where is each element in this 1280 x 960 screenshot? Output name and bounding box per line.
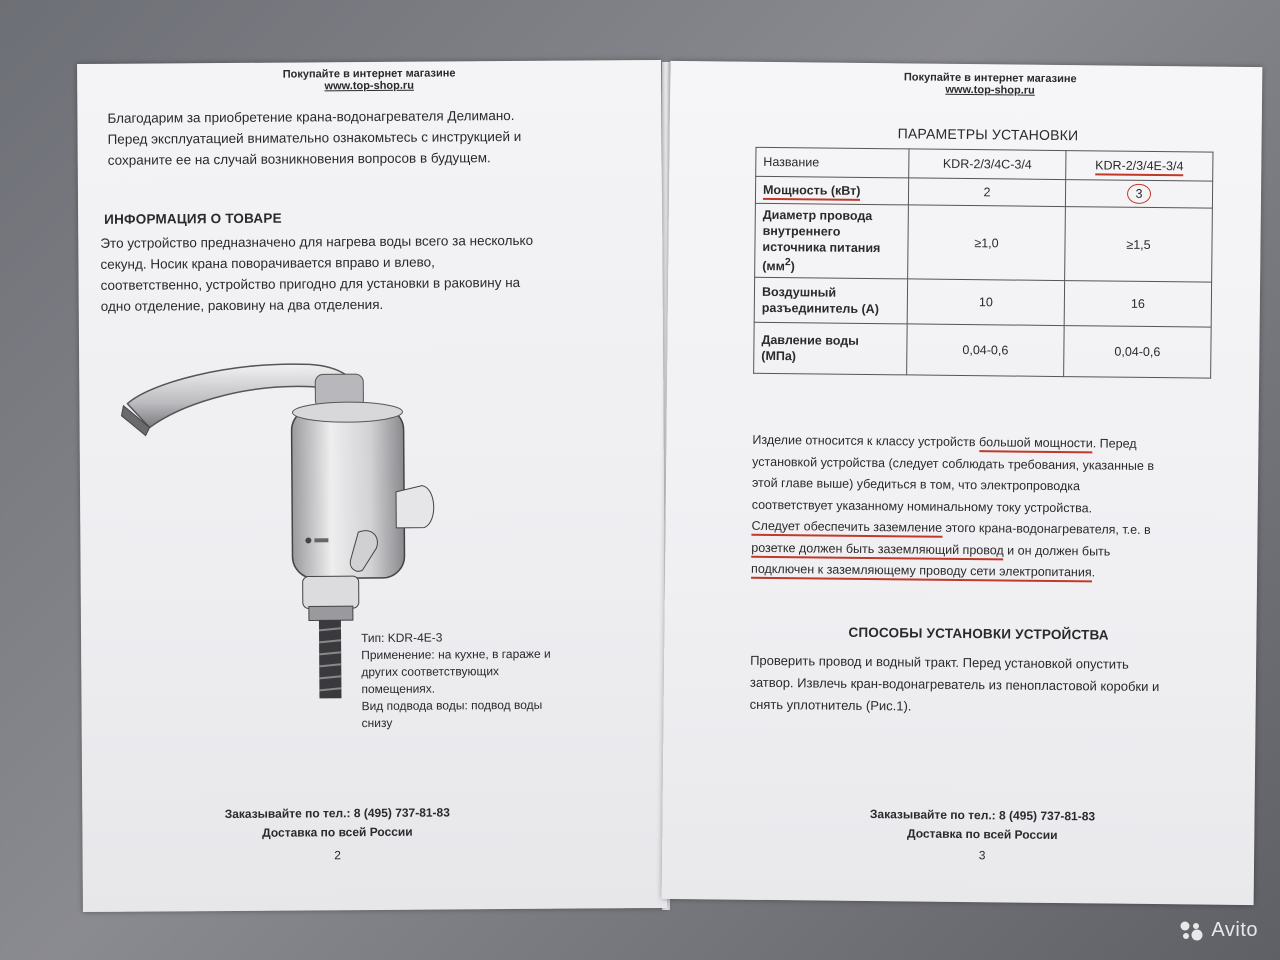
notes-underlined: Следует обеспечить заземление [751, 519, 942, 538]
intro-paragraph [107, 105, 521, 171]
intro-line: сохраните ее на случай возникновения вопросов в будущем. [107, 150, 491, 168]
table-header-col-b [1066, 151, 1213, 182]
info-line: секунд. Носик крана поворачивается вправо и влево, [100, 254, 435, 272]
row-wire-a: ≥1,0 [908, 205, 1066, 281]
label-sup: 2 [784, 257, 791, 269]
notes-underlined: большой мощности [979, 435, 1093, 453]
right-header [670, 69, 1280, 100]
label-line: источника питания [762, 239, 881, 256]
row-power-b [1065, 180, 1212, 209]
row-pressure-label [754, 322, 908, 375]
install-line: затвор. Извлечь кран-водонагреватель из пенопластовой коробки и [749, 674, 1160, 695]
avito-text: Avito [1211, 919, 1258, 941]
right-footer-delivery: Доставка по всей России [906, 826, 1058, 843]
intro-line: Благодарим за приобретение крана-водонагревателя Делимано. [107, 107, 515, 126]
label-line: внутреннего [762, 223, 841, 239]
install-line: снять уплотнитель (Рис.1). [749, 696, 912, 714]
info-heading: ИНФОРМАЦИЯ О ТОВАРЕ [104, 210, 282, 227]
left-header-url[interactable]: www.top-shop.ru [324, 79, 414, 93]
notes-line: соответствует указанному номинальному току устройства. [751, 497, 1093, 515]
row-breaker-label [754, 277, 907, 324]
notes-line: этой главе выше) убедиться в том, что электропроводка [751, 475, 1081, 494]
table-header-name: Название [756, 147, 909, 178]
row-power-a: 2 [908, 178, 1065, 207]
notes-underlined: подключен к заземляющему проводу сети электропитания [751, 562, 1092, 583]
row-pressure-a: 0,04-0,6 [907, 324, 1065, 377]
right-header-url[interactable]: www.top-shop.ru [945, 83, 1035, 97]
label-line: Воздушный [761, 285, 837, 300]
table-row [754, 277, 1211, 327]
row-breaker-a: 10 [907, 279, 1064, 326]
right-header-line1: Покупайте в интернет магазине [903, 71, 1077, 86]
notes-text: Изделие относится к классу устройств [752, 432, 980, 450]
notes-line: установкой устройства (следует соблюдать требования, указанные в [752, 454, 1155, 473]
notes-text: . Перед [1092, 436, 1137, 451]
row-wire-b: ≥1,5 [1065, 207, 1213, 283]
left-footer-phone: Заказывайте по тел.: 8 (495) 737-81-83 [224, 805, 450, 822]
info-paragraph [100, 230, 533, 317]
label-text: (мм [762, 259, 785, 274]
caption-type: Тип: KDR-4E-3 [361, 630, 443, 646]
right-footer [662, 803, 1280, 848]
table-header-col-a: KDR-2/3/4C-3/4 [909, 149, 1066, 180]
heater-body [291, 408, 404, 579]
row-wire-label [755, 203, 909, 279]
install-line: Проверить провод и водный тракт. Перед установкой опустить [750, 652, 1129, 672]
notes-text: этого крана-водонагревателя, т.е. в [942, 520, 1151, 537]
row-breaker-b: 16 [1064, 281, 1211, 328]
right-page-number: 3 [978, 848, 986, 863]
info-line: соответственно, устройство пригодно для установки в раковину на [100, 274, 521, 293]
avito-logo-icon [1179, 920, 1205, 942]
caption-usage: Применение: на кухне, в гараже и [361, 646, 551, 663]
product-caption [361, 629, 582, 733]
caption-water: Вид подвода воды: подвод воды [361, 697, 543, 714]
right-page [662, 61, 1263, 905]
label-line: (МПа) [761, 349, 797, 364]
right-footer-phone: Заказывайте по тел.: 8 (495) 737-81-83 [869, 807, 1096, 824]
install-heading: СПОСОБЫ УСТАНОВКИ УСТРОЙСТВА [848, 624, 1109, 643]
notes-text: и он должен быть [1003, 542, 1111, 559]
params-heading: ПАРАМЕТРЫ УСТАНОВКИ [897, 125, 1079, 144]
side-outlet [396, 486, 434, 528]
caption-usage: помещениях. [361, 681, 436, 697]
left-header-line1: Покупайте в интернет магазине [282, 67, 456, 81]
label-line: Диаметр провода [762, 207, 873, 224]
notes-underlined: розетке должен быть заземляющий провод [751, 540, 1004, 560]
notes-line [751, 559, 1153, 585]
table-row [755, 203, 1213, 282]
table-row [756, 147, 1213, 181]
col-b-underlined: KDR-2/3/4E-3/4 [1095, 158, 1183, 176]
left-footer-delivery: Доставка по всей России [262, 824, 413, 840]
caption-water: снизу [361, 715, 393, 731]
row-power-label [755, 176, 908, 205]
label-line: разъединитель (А) [761, 301, 879, 317]
intro-line: Перед эксплуатацией внимательно ознакомьтесь с инструкцией и [107, 128, 522, 147]
left-page-number: 2 [334, 848, 341, 863]
label-end: ) [790, 259, 795, 274]
left-header [77, 66, 661, 94]
params-table [753, 147, 1213, 379]
info-line: одно отделение, раковину на два отделения. [100, 296, 384, 314]
label-line [762, 255, 900, 276]
avito-watermark [1179, 919, 1258, 942]
caption-usage: других соответствующих [361, 664, 500, 680]
left-page [77, 60, 667, 912]
table-row [754, 322, 1212, 378]
row-pressure-b: 0,04-0,6 [1064, 326, 1212, 379]
left-footer [82, 802, 592, 844]
power-b-circled: 3 [1127, 184, 1151, 204]
notes-paragraph [751, 430, 1154, 585]
install-paragraph [750, 650, 1160, 720]
notes-text: . [1091, 565, 1096, 580]
bottom-connector [303, 576, 359, 608]
power-underlined: Мощность (кВт) [763, 183, 861, 201]
info-line: Это устройство предназначено для нагрева воды всего за несколько [100, 232, 534, 251]
threaded-pipe [319, 620, 342, 698]
label-line: Давление воды [761, 333, 859, 349]
